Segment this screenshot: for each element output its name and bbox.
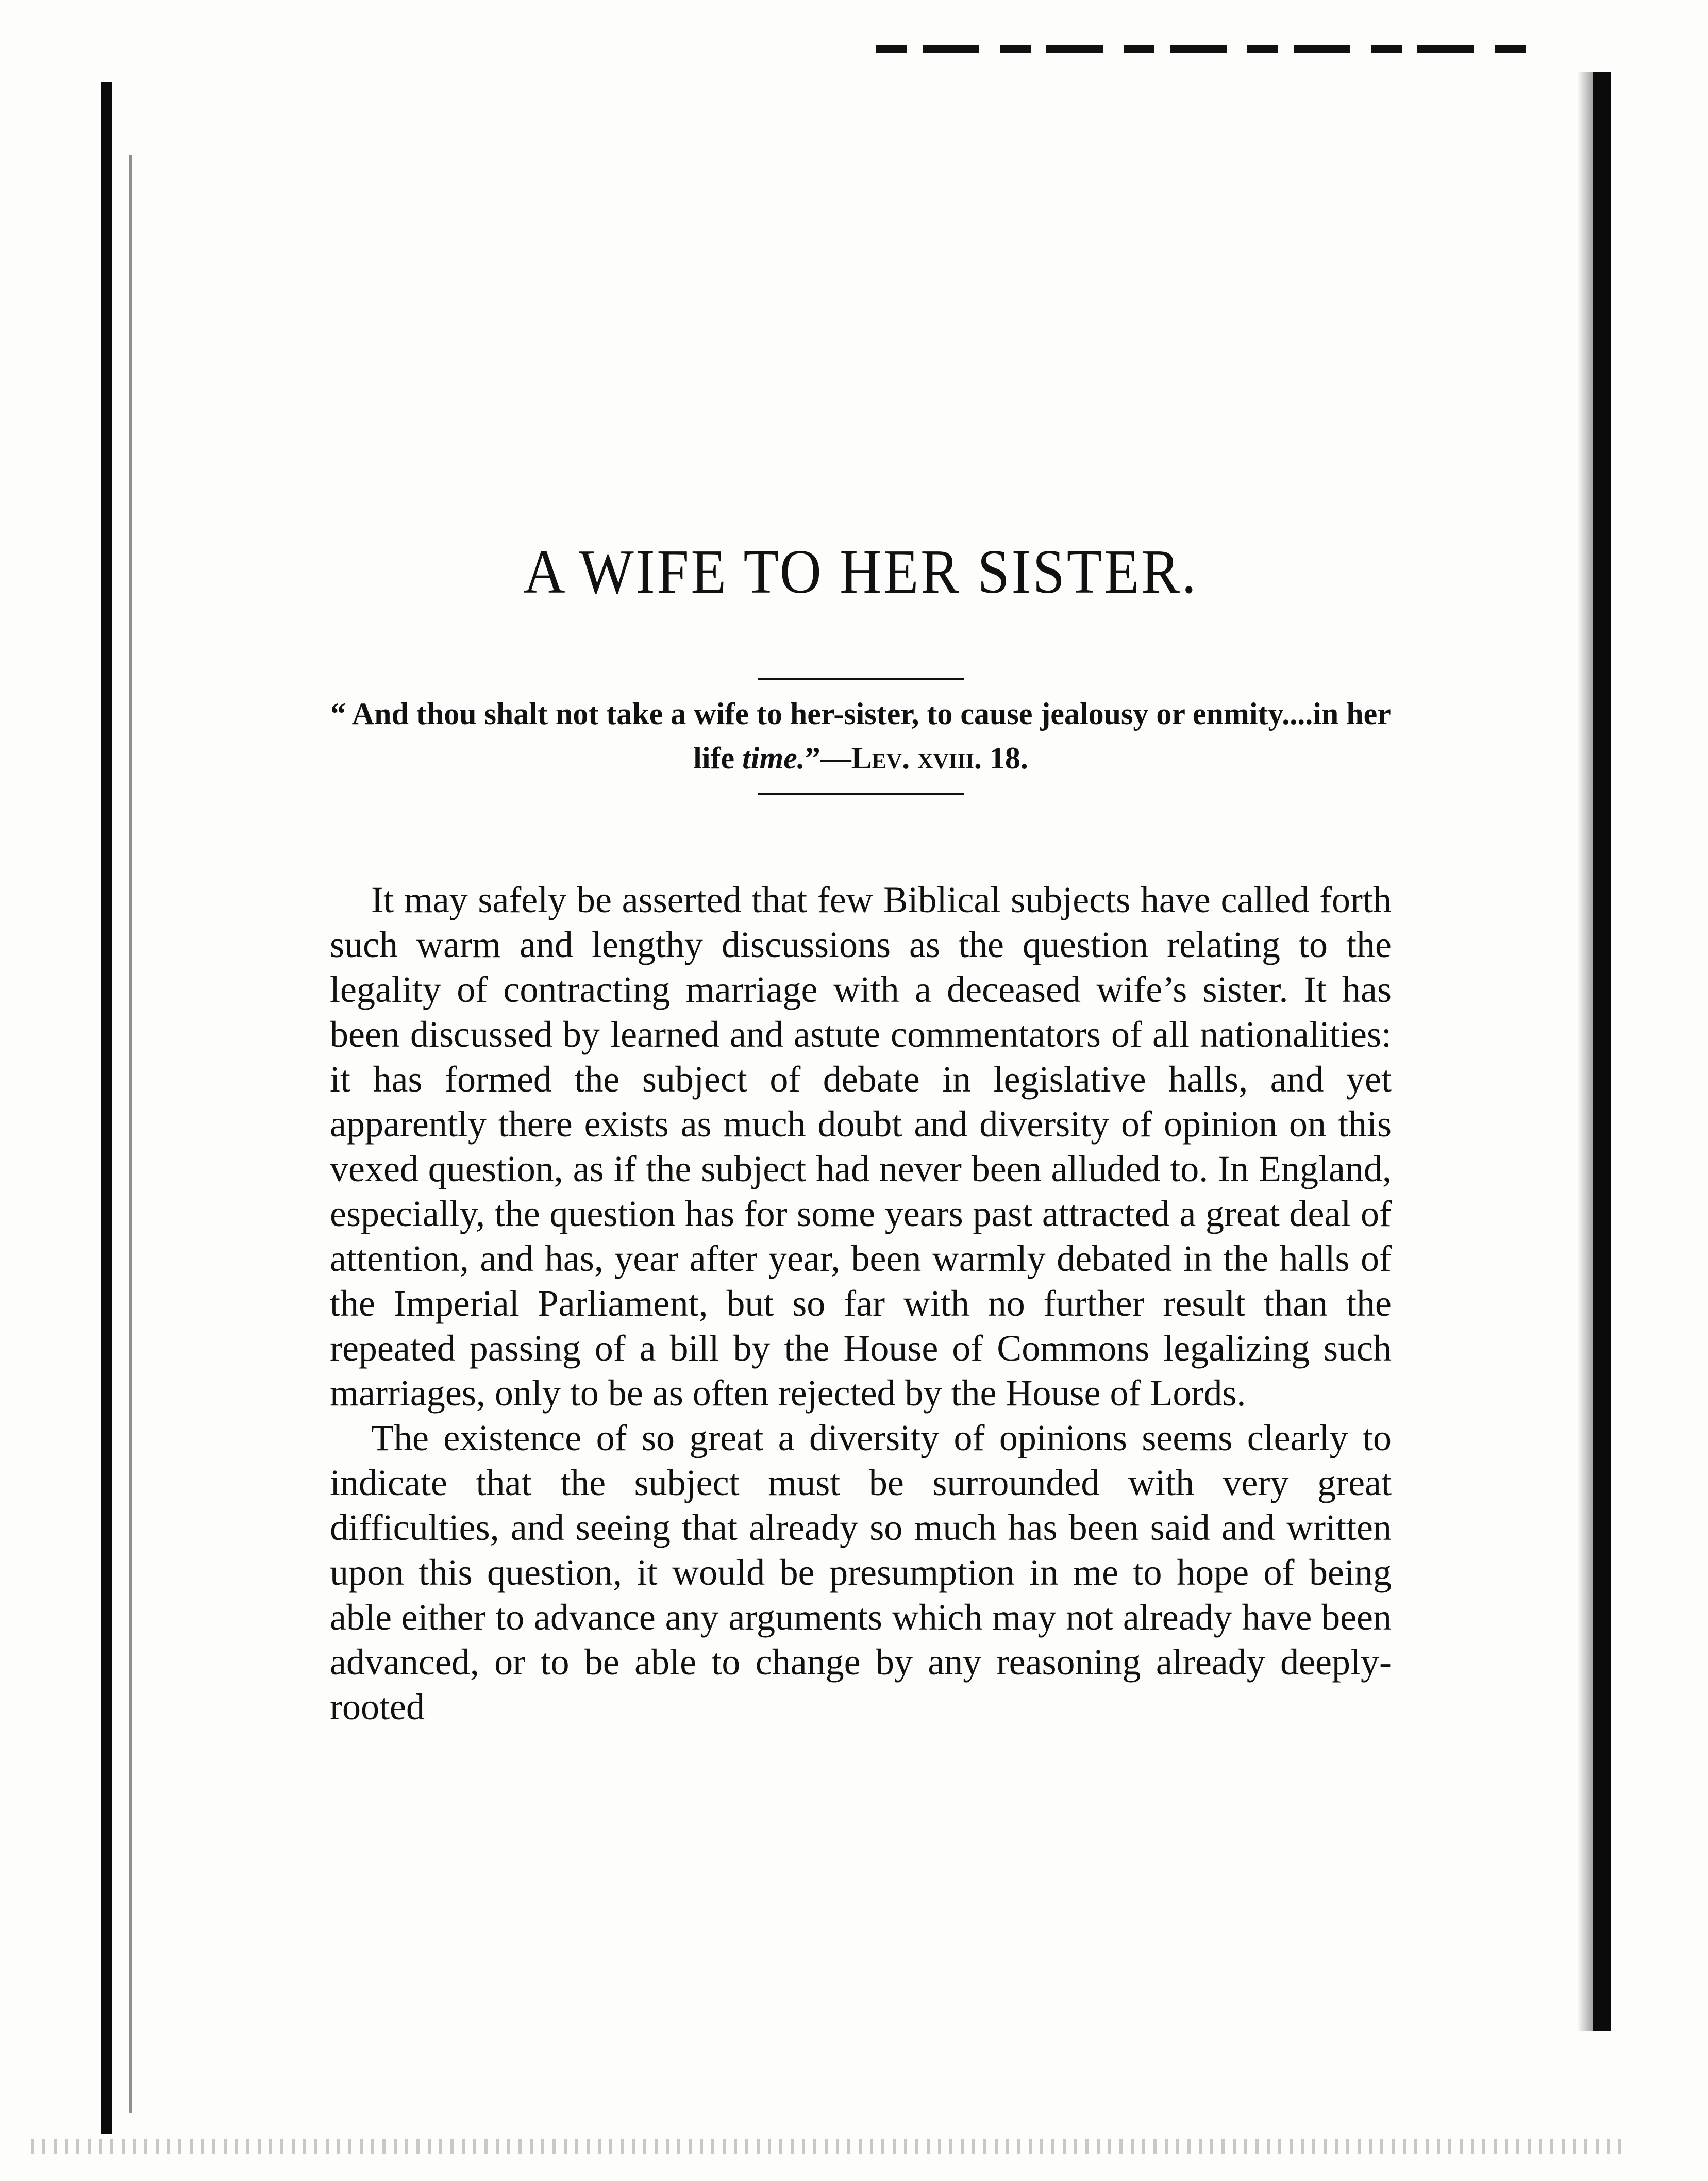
divider-top [758, 678, 964, 680]
paragraph: It may safely be asserted that few Biblical subjects have called forth such warm and lengthy discussions as the question relating to the legality of contracting marriage with a deceased wife’s sister. It has been discussed by learned and astute commentators of all nationalities: it has formed the subject of debate in legislative halls, and yet apparently there exists as much doubt and diversity of opinion on this vexed question, as if the subject had never been alluded to. In England, especially, the question has for some years past attracted a great deal of attention, and has, year after year, been warmly debated in the halls of the Imperial Parliament, but so far with no further result than the repeated passing of a bill by the House of Commons legalizing such marriages, only to be as often rejected by the House of Lords. [330, 879, 1392, 1414]
epigraph [330, 692, 1392, 780]
page-title: A WIFE TO HER SISTER. [523, 537, 1198, 607]
epigraph-quote: “ And thou shalt not take a wife to her-sister, to cause jealousy or enmity....in her life [330, 697, 1391, 775]
epigraph-emphasis: time. [742, 741, 805, 775]
scan-edge-top [876, 45, 1536, 53]
scan-edge-bottom [31, 2139, 1629, 2154]
epigraph-citation: Lev. xviii. 18. [851, 741, 1028, 775]
body-text [330, 878, 1392, 1730]
divider-bottom [758, 793, 964, 795]
page-content [330, 536, 1392, 1730]
binding-edge-left [101, 82, 112, 2134]
binding-shadow-left [129, 155, 132, 2113]
paragraph: The existence of so great a diversity of opinions seems clearly to indicate that the subject must be surrounded with very great difficulties, and seeing that already so much has been said and written upon this question, it would be presumption in me to hope of being able either to advance any arguments which may not already have been advanced, or to be able to change by any reasoning already deeply-rooted [330, 1417, 1392, 1727]
epigraph-citation-prefix: ”— [805, 741, 851, 775]
page-edge-shadow-right [1577, 72, 1593, 2031]
page-edge-right [1593, 72, 1611, 2031]
